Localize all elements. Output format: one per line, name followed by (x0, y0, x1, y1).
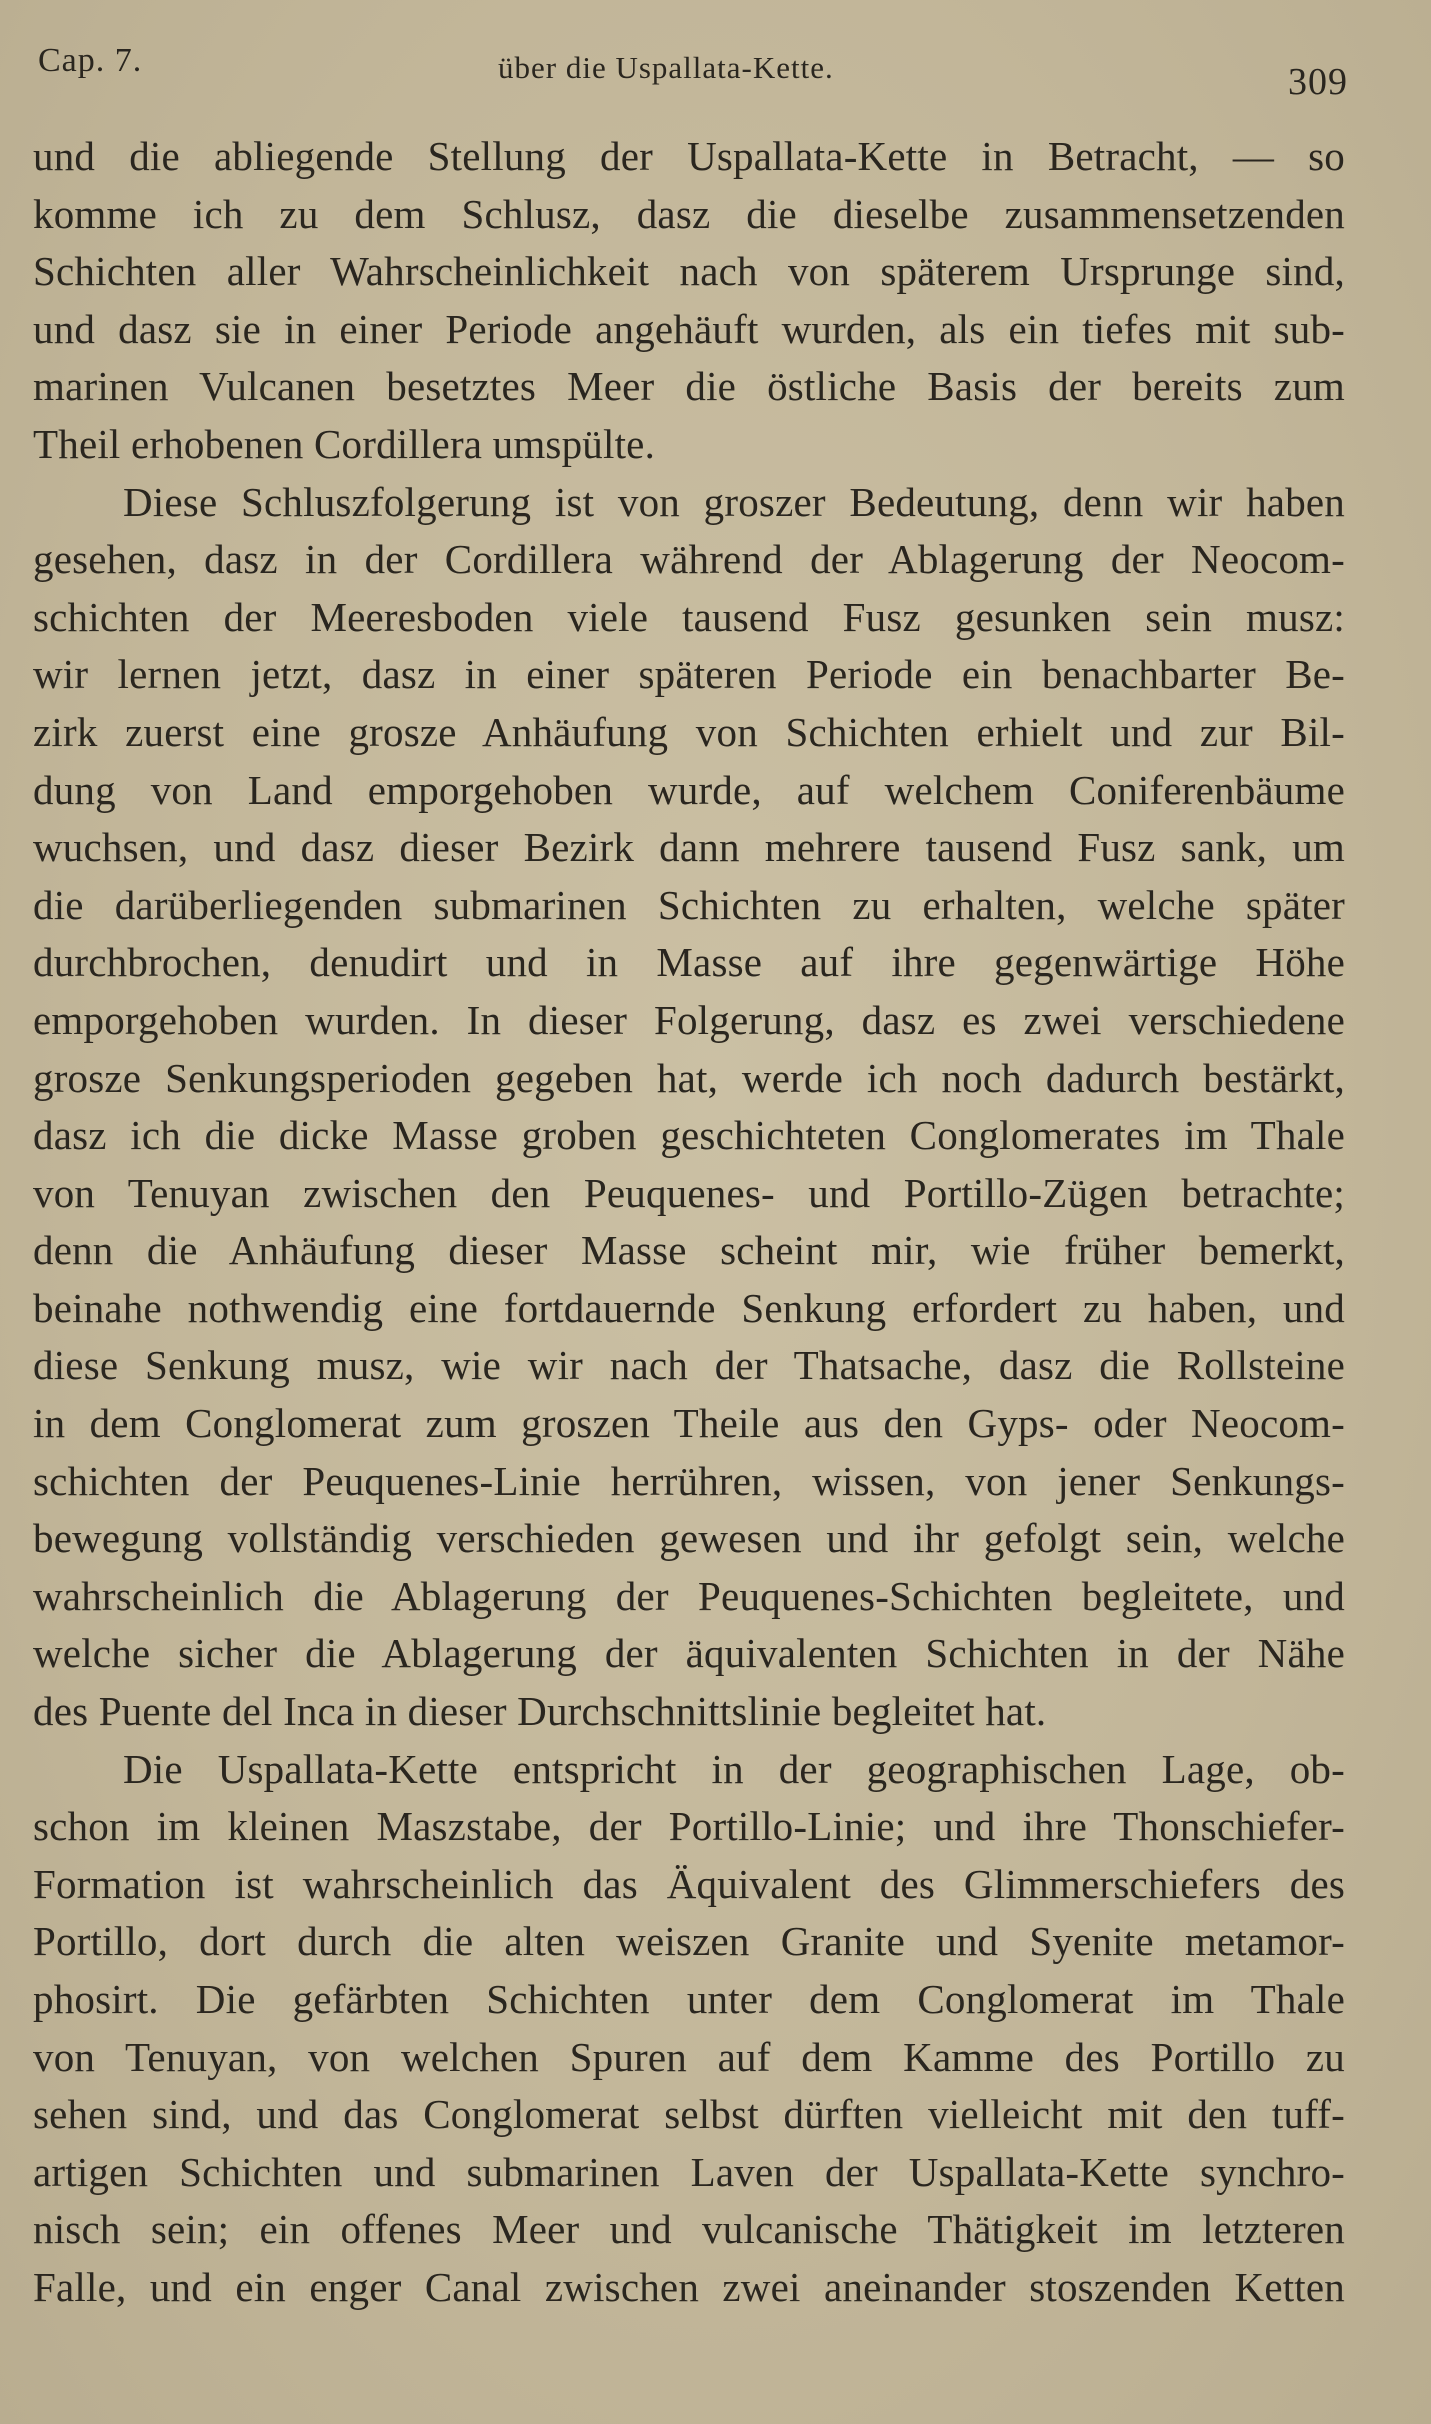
paragraph (33, 128, 1345, 474)
text-line: sehen sind, und das Conglomerat selbst dürften vielleicht mit den tuff- (33, 2091, 1345, 2138)
text-line: Portillo, dort durch die alten weiszen Granite und Syenite metamor- (33, 1918, 1345, 1965)
text-line: Diese Schluszfolgerung ist von groszer Bedeutung, denn wir haben (123, 478, 1345, 525)
text-line: und die abliegende Stellung der Uspallata-Kette in Betracht, — so (33, 133, 1345, 179)
text-line: dasz ich die dicke Masse groben geschichteten Conglomerates im Thale (33, 1112, 1345, 1159)
text-line: schichten der Meeresboden viele tausend Fusz gesunken sein musz: (33, 593, 1345, 640)
body-text (33, 128, 1345, 2317)
text-line: von Tenuyan, von welchen Spuren auf dem Kamme des Portillo zu (33, 2033, 1345, 2080)
text-line: nisch sein; ein offenes Meer und vulcanische Thätigkeit im letzteren (33, 2206, 1345, 2253)
text-line: phosirt. Die gefärbten Schichten unter dem Conglomerat im Thale (33, 1976, 1345, 2022)
text-line: wir lernen jetzt, dasz in einer späteren Periode ein benachbarter Be- (33, 651, 1345, 698)
text-line: komme ich zu dem Schlusz, dasz die dieselbe zusammensetzenden (33, 190, 1345, 237)
text-line: wahrscheinlich die Ablagerung der Peuquenes-Schichten begleitete, und (33, 1572, 1345, 1619)
text-line: und dasz sie in einer Periode angehäuft wurden, als ein tiefes mit sub- (33, 305, 1345, 352)
text-line: durchbrochen, denudirt und in Masse auf ihre gegenwärtige Höhe (33, 939, 1345, 986)
text-line: wuchsen, und dasz dieser Bezirk dann mehrere tausend Fusz sank, um (33, 824, 1345, 871)
chapter-label: Cap. 7. (38, 42, 143, 79)
text-line: emporgehoben wurden. In dieser Folgerung, dasz es zwei verschiedene (33, 996, 1345, 1043)
text-line: in dem Conglomerat zum groszen Theile aus den Gyps- oder Neocom- (33, 1400, 1345, 1447)
text-line: denn die Anhäufung dieser Masse scheint mir, wie früher bemerkt, (33, 1227, 1345, 1274)
text-line: artigen Schichten und submarinen Laven der Uspallata-Kette synchro- (33, 2148, 1345, 2195)
text-line: Schichten aller Wahrscheinlichkeit nach von späterem Ursprunge sind, (33, 248, 1345, 295)
paragraph (33, 1741, 1345, 2317)
text-line: Formation ist wahrscheinlich das Äquivalent des Glimmerschiefers des (33, 1860, 1345, 1907)
running-title: über die Uspallata-Kette. (498, 50, 834, 85)
text-line: beinahe nothwendig eine fortdauernde Senkung erfordert zu haben, und (33, 1284, 1345, 1331)
text-line: marinen Vulcanen besetztes Meer die östliche Basis der bereits zum (33, 363, 1345, 410)
text-line: schon im kleinen Maszstabe, der Portillo-Linie; und ihre Thonschiefer- (33, 1803, 1345, 1850)
text-line: die darüberliegenden submarinen Schichten zu erhalten, welche später (33, 881, 1345, 928)
text-line: dung von Land emporgehoben wurde, auf welchem Coniferenbäume (33, 766, 1345, 813)
text-line: Theil erhobenen Cordillera umspülte. (33, 420, 656, 467)
paragraph (33, 474, 1345, 1741)
text-line: Falle, und ein enger Canal zwischen zwei aneinander stoszenden Ketten (33, 2263, 1345, 2310)
text-line: welche sicher die Ablagerung der äquivalenten Schichten in der Nähe (33, 1630, 1345, 1677)
page-header (38, 42, 1348, 102)
text-line: bewegung vollständig verschieden gewesen und ihr gefolgt sein, welche (33, 1515, 1345, 1562)
text-line: zirk zuerst eine grosze Anhäufung von Schichten erhielt und zur Bil- (33, 708, 1345, 755)
text-line: gesehen, dasz in der Cordillera während der Ablagerung der Neocom- (33, 536, 1345, 583)
text-line: schichten der Peuquenes-Linie herrühren, wissen, von jener Senkungs- (33, 1457, 1345, 1504)
page-number: 309 (1288, 61, 1348, 103)
text-line: grosze Senkungsperioden gegeben hat, werde ich noch dadurch bestärkt, (33, 1054, 1345, 1101)
text-line: diese Senkung musz, wie wir nach der Thatsache, dasz die Rollsteine (33, 1342, 1345, 1389)
text-line: des Puente del Inca in dieser Durchschnittslinie begleitet hat. (33, 1688, 1047, 1735)
text-line: Die Uspallata-Kette entspricht in der geographischen Lage, ob- (123, 1745, 1345, 1792)
text-line: von Tenuyan zwischen den Peuquenes- und Portillo-Zügen betrachte; (33, 1169, 1345, 1216)
